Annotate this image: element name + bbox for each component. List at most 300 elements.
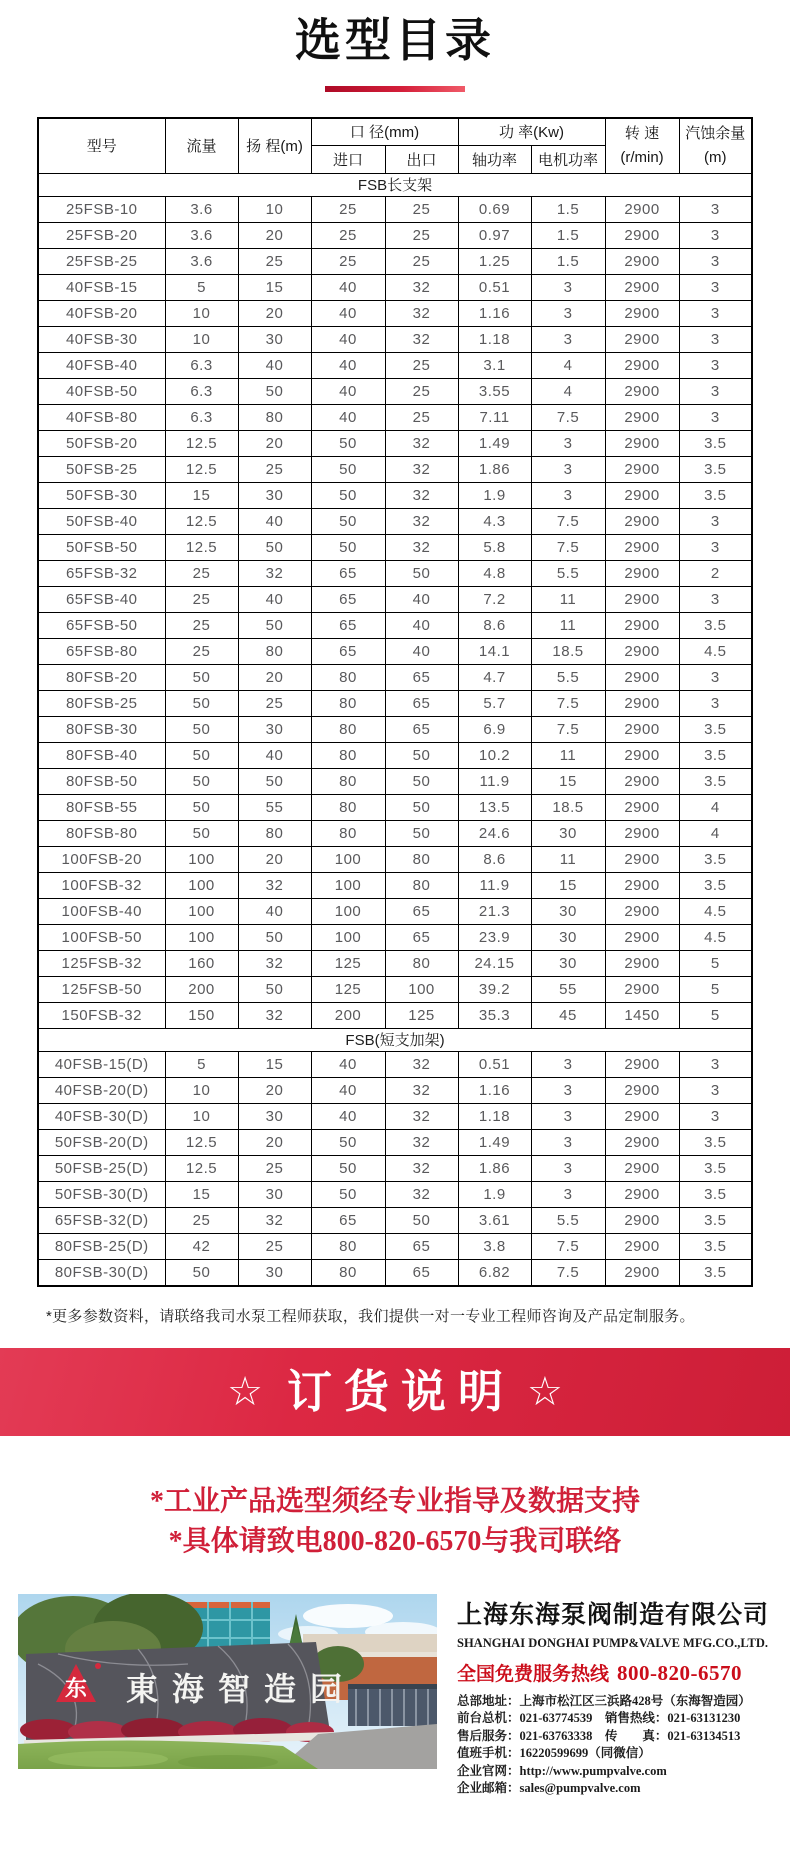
hotline-number: 800-820-6570 <box>617 1660 743 1685</box>
value-cell: 50 <box>311 482 385 508</box>
table-row <box>38 794 752 820</box>
value-cell: 80 <box>385 846 458 872</box>
value-cell: 20 <box>238 300 311 326</box>
value-cell: 2900 <box>605 1051 679 1077</box>
value-cell: 65 <box>311 612 385 638</box>
value-cell: 11 <box>531 742 605 768</box>
model-cell: 50FSB-20(D) <box>38 1129 165 1155</box>
value-cell: 6.82 <box>458 1259 531 1286</box>
header-shaft-power: 轴功率 <box>458 145 531 173</box>
value-cell: 20 <box>238 222 311 248</box>
value-cell: 2900 <box>605 248 679 274</box>
table-row <box>38 898 752 924</box>
value-cell: 2900 <box>605 1181 679 1207</box>
table-row <box>38 482 752 508</box>
value-cell: 30 <box>238 326 311 352</box>
hotline-label: 全国免费服务热线 <box>457 1663 610 1685</box>
value-cell: 100 <box>165 898 238 924</box>
table-row <box>38 248 752 274</box>
value-cell: 11 <box>531 586 605 612</box>
value-cell: 3 <box>679 378 752 404</box>
value-cell: 2900 <box>605 1233 679 1259</box>
value-cell: 50 <box>165 742 238 768</box>
model-cell: 80FSB-25 <box>38 690 165 716</box>
model-cell: 100FSB-50 <box>38 924 165 950</box>
value-cell: 20 <box>238 846 311 872</box>
value-cell: 80 <box>311 664 385 690</box>
table-row <box>38 664 752 690</box>
value-cell: 160 <box>165 950 238 976</box>
value-cell: 7.5 <box>531 1233 605 1259</box>
value-cell: 20 <box>238 664 311 690</box>
value-cell: 50 <box>385 742 458 768</box>
table-row <box>38 976 752 1002</box>
model-cell: 40FSB-50 <box>38 378 165 404</box>
table-row <box>38 1077 752 1103</box>
value-cell: 50 <box>311 1181 385 1207</box>
value-cell: 39.2 <box>458 976 531 1002</box>
title-underline <box>325 86 465 92</box>
value-cell: 25 <box>385 352 458 378</box>
value-cell: 3 <box>531 456 605 482</box>
value-cell: 25 <box>238 248 311 274</box>
value-cell: 3.6 <box>165 248 238 274</box>
table-row <box>38 1155 752 1181</box>
value-cell: 2900 <box>605 638 679 664</box>
model-cell: 80FSB-30(D) <box>38 1259 165 1286</box>
value-cell: 5 <box>679 976 752 1002</box>
value-cell: 40 <box>311 378 385 404</box>
value-cell: 50 <box>385 1207 458 1233</box>
value-cell: 10 <box>165 1103 238 1129</box>
value-cell: 3.5 <box>679 482 752 508</box>
table-row <box>38 846 752 872</box>
value-cell: 50 <box>165 768 238 794</box>
value-cell: 6.3 <box>165 404 238 430</box>
value-cell: 50 <box>238 924 311 950</box>
value-cell: 3.6 <box>165 222 238 248</box>
company-info <box>457 1594 774 1798</box>
value-cell: 80 <box>311 690 385 716</box>
value-cell: 2900 <box>605 846 679 872</box>
value-cell: 24.6 <box>458 820 531 846</box>
value-cell: 100 <box>311 898 385 924</box>
value-cell: 4 <box>679 820 752 846</box>
value-cell: 1.18 <box>458 1103 531 1129</box>
value-cell: 2900 <box>605 352 679 378</box>
value-cell: 3 <box>679 352 752 378</box>
value-cell: 2900 <box>605 1103 679 1129</box>
value-cell: 3.1 <box>458 352 531 378</box>
header-power-group: 功 率(Kw) <box>458 118 605 146</box>
value-cell: 65 <box>385 1233 458 1259</box>
table-row <box>38 378 752 404</box>
value-cell: 65 <box>385 690 458 716</box>
model-cell: 65FSB-50 <box>38 612 165 638</box>
value-cell: 20 <box>238 430 311 456</box>
table-row <box>38 1259 752 1286</box>
value-cell: 1.16 <box>458 1077 531 1103</box>
model-cell: 100FSB-40 <box>38 898 165 924</box>
hotline <box>457 1659 774 1686</box>
value-cell: 80 <box>385 872 458 898</box>
value-cell: 35.3 <box>458 1002 531 1028</box>
value-cell: 2900 <box>605 872 679 898</box>
value-cell: 3 <box>679 196 752 222</box>
table-row <box>38 950 752 976</box>
value-cell: 50 <box>165 690 238 716</box>
value-cell: 2900 <box>605 690 679 716</box>
value-cell: 55 <box>238 794 311 820</box>
value-cell: 10.2 <box>458 742 531 768</box>
table-row <box>38 196 752 222</box>
model-cell: 125FSB-50 <box>38 976 165 1002</box>
value-cell: 7.5 <box>531 716 605 742</box>
model-cell: 50FSB-20 <box>38 430 165 456</box>
model-cell: 50FSB-25(D) <box>38 1155 165 1181</box>
value-cell: 3.5 <box>679 716 752 742</box>
value-cell: 10 <box>165 326 238 352</box>
value-cell: 2900 <box>605 1155 679 1181</box>
value-cell: 12.5 <box>165 456 238 482</box>
header-speed-label: 转 速 <box>624 125 660 143</box>
value-cell: 32 <box>385 1103 458 1129</box>
value-cell: 50 <box>385 560 458 586</box>
value-cell: 40 <box>311 1051 385 1077</box>
value-cell: 3 <box>679 586 752 612</box>
value-cell: 7.5 <box>531 508 605 534</box>
value-cell: 200 <box>165 976 238 1002</box>
value-cell: 2900 <box>605 1259 679 1286</box>
value-cell: 25 <box>385 222 458 248</box>
detail-line: 值班手机：16220599699（同微信） <box>457 1746 651 1761</box>
value-cell: 200 <box>311 1002 385 1028</box>
model-cell: 80FSB-40 <box>38 742 165 768</box>
value-cell: 18.5 <box>531 794 605 820</box>
table-row <box>38 1181 752 1207</box>
value-cell: 15 <box>238 1051 311 1077</box>
value-cell: 30 <box>238 482 311 508</box>
value-cell: 40 <box>238 898 311 924</box>
table-row <box>38 1207 752 1233</box>
header-speed <box>605 118 679 174</box>
value-cell: 1.86 <box>458 1155 531 1181</box>
table-row <box>38 586 752 612</box>
value-cell: 32 <box>238 872 311 898</box>
value-cell: 3 <box>679 690 752 716</box>
value-cell: 3 <box>531 274 605 300</box>
value-cell: 1.9 <box>458 482 531 508</box>
value-cell: 3.5 <box>679 1129 752 1155</box>
value-cell: 32 <box>238 1207 311 1233</box>
value-cell: 10 <box>165 300 238 326</box>
value-cell: 2900 <box>605 1207 679 1233</box>
value-cell: 80 <box>311 742 385 768</box>
model-cell: 80FSB-20 <box>38 664 165 690</box>
value-cell: 14.1 <box>458 638 531 664</box>
value-cell: 32 <box>385 508 458 534</box>
value-cell: 1.5 <box>531 248 605 274</box>
value-cell: 125 <box>311 976 385 1002</box>
value-cell: 25 <box>385 196 458 222</box>
value-cell: 2900 <box>605 742 679 768</box>
value-cell: 32 <box>385 1181 458 1207</box>
value-cell: 65 <box>385 664 458 690</box>
value-cell: 4.8 <box>458 560 531 586</box>
value-cell: 5 <box>679 950 752 976</box>
value-cell: 3 <box>679 534 752 560</box>
value-cell: 100 <box>165 846 238 872</box>
value-cell: 40 <box>238 508 311 534</box>
value-cell: 5.8 <box>458 534 531 560</box>
value-cell: 5.5 <box>531 1207 605 1233</box>
value-cell: 0.97 <box>458 222 531 248</box>
value-cell: 3 <box>679 300 752 326</box>
header-npsh-unit: (m) <box>704 149 727 167</box>
value-cell: 3 <box>679 326 752 352</box>
notice-line: *工业产品选型须经专业指导及数据支持 <box>149 1485 640 1517</box>
value-cell: 2900 <box>605 1129 679 1155</box>
model-cell: 50FSB-30 <box>38 482 165 508</box>
model-cell: 40FSB-40 <box>38 352 165 378</box>
value-cell: 25 <box>311 248 385 274</box>
value-cell: 1.49 <box>458 1129 531 1155</box>
value-cell: 2900 <box>605 950 679 976</box>
value-cell: 3 <box>679 1051 752 1077</box>
value-cell: 3 <box>531 300 605 326</box>
table-row <box>38 352 752 378</box>
table-row <box>38 612 752 638</box>
model-cell: 50FSB-40 <box>38 508 165 534</box>
section-label: FSB(短支加架) <box>38 1028 752 1051</box>
value-cell: 7.2 <box>458 586 531 612</box>
footer-details <box>457 1693 774 1798</box>
value-cell: 2900 <box>605 300 679 326</box>
model-cell: 100FSB-32 <box>38 872 165 898</box>
table-row <box>38 1129 752 1155</box>
value-cell: 3 <box>679 248 752 274</box>
value-cell: 40 <box>385 612 458 638</box>
value-cell: 12.5 <box>165 508 238 534</box>
value-cell: 100 <box>311 872 385 898</box>
footer <box>18 1594 774 1798</box>
value-cell: 7.11 <box>458 404 531 430</box>
value-cell: 3.5 <box>679 1233 752 1259</box>
notice-section <box>0 1482 790 1562</box>
value-cell: 3.5 <box>679 872 752 898</box>
value-cell: 12.5 <box>165 1129 238 1155</box>
value-cell: 3.5 <box>679 1207 752 1233</box>
header-motor-power: 电机功率 <box>531 145 605 173</box>
table-row <box>38 1103 752 1129</box>
model-cell: 50FSB-30(D) <box>38 1181 165 1207</box>
model-cell: 80FSB-50 <box>38 768 165 794</box>
value-cell: 40 <box>311 326 385 352</box>
value-cell: 3 <box>531 1155 605 1181</box>
value-cell: 1.86 <box>458 456 531 482</box>
value-cell: 15 <box>238 274 311 300</box>
value-cell: 4.3 <box>458 508 531 534</box>
value-cell: 100 <box>385 976 458 1002</box>
model-cell: 150FSB-32 <box>38 1002 165 1028</box>
value-cell: 4 <box>531 352 605 378</box>
table-row <box>38 1002 752 1028</box>
value-cell: 50 <box>238 976 311 1002</box>
value-cell: 45 <box>531 1002 605 1028</box>
value-cell: 100 <box>311 846 385 872</box>
value-cell: 3.5 <box>679 768 752 794</box>
header-speed-unit: (r/min) <box>620 149 664 167</box>
value-cell: 15 <box>531 872 605 898</box>
model-cell: 125FSB-32 <box>38 950 165 976</box>
value-cell: 1.9 <box>458 1181 531 1207</box>
value-cell: 0.51 <box>458 274 531 300</box>
value-cell: 100 <box>165 872 238 898</box>
model-cell: 65FSB-80 <box>38 638 165 664</box>
table-row <box>38 716 752 742</box>
value-cell: 5 <box>165 274 238 300</box>
value-cell: 40 <box>238 586 311 612</box>
value-cell: 25 <box>238 1155 311 1181</box>
value-cell: 50 <box>165 820 238 846</box>
value-cell: 65 <box>385 1259 458 1286</box>
value-cell: 32 <box>238 950 311 976</box>
value-cell: 50 <box>311 430 385 456</box>
value-cell: 50 <box>165 716 238 742</box>
value-cell: 150 <box>165 1002 238 1028</box>
model-cell: 80FSB-55 <box>38 794 165 820</box>
model-cell: 40FSB-15 <box>38 274 165 300</box>
value-cell: 2900 <box>605 196 679 222</box>
value-cell: 40 <box>238 742 311 768</box>
value-cell: 3 <box>531 1051 605 1077</box>
value-cell: 3 <box>679 404 752 430</box>
value-cell: 12.5 <box>165 534 238 560</box>
value-cell: 2 <box>679 560 752 586</box>
value-cell: 32 <box>385 1155 458 1181</box>
value-cell: 80 <box>238 638 311 664</box>
company-name-cn: 上海东海泵阀制造有限公司 <box>457 1600 770 1629</box>
value-cell: 32 <box>385 482 458 508</box>
value-cell: 40 <box>311 352 385 378</box>
photo-sign-text: 東海智造园 <box>126 1670 357 1707</box>
value-cell: 2900 <box>605 456 679 482</box>
value-cell: 40 <box>311 404 385 430</box>
value-cell: 50 <box>385 820 458 846</box>
value-cell: 10 <box>165 1077 238 1103</box>
value-cell: 32 <box>385 300 458 326</box>
table-row <box>38 560 752 586</box>
value-cell: 2900 <box>605 924 679 950</box>
banner-title: 订货说明 <box>286 1366 515 1418</box>
value-cell: 2900 <box>605 612 679 638</box>
value-cell: 100 <box>311 924 385 950</box>
value-cell: 55 <box>531 976 605 1002</box>
value-cell: 40 <box>238 352 311 378</box>
value-cell: 1.49 <box>458 430 531 456</box>
value-cell: 40 <box>311 1103 385 1129</box>
detail-line: 售后服务：021-63763338 传 真：021-63134513 <box>457 1728 741 1743</box>
value-cell: 32 <box>385 274 458 300</box>
table-row <box>38 222 752 248</box>
value-cell: 25 <box>165 612 238 638</box>
value-cell: 4.5 <box>679 638 752 664</box>
value-cell: 32 <box>385 430 458 456</box>
value-cell: 3 <box>531 1077 605 1103</box>
value-cell: 80 <box>311 716 385 742</box>
value-cell: 50 <box>238 768 311 794</box>
value-cell: 25 <box>385 248 458 274</box>
header-npsh-label: 汽蚀余量 <box>685 125 746 143</box>
value-cell: 30 <box>531 924 605 950</box>
value-cell: 2900 <box>605 898 679 924</box>
spec-table <box>37 117 753 1287</box>
model-cell: 40FSB-15(D) <box>38 1051 165 1077</box>
table-row <box>38 690 752 716</box>
value-cell: 80 <box>311 820 385 846</box>
value-cell: 32 <box>238 560 311 586</box>
table-row <box>38 638 752 664</box>
value-cell: 80 <box>385 950 458 976</box>
value-cell: 2900 <box>605 768 679 794</box>
factory-photo <box>18 1594 437 1769</box>
table-row <box>38 742 752 768</box>
value-cell: 1.5 <box>531 222 605 248</box>
page-title: 选型目录 <box>295 14 495 66</box>
value-cell: 2900 <box>605 1077 679 1103</box>
value-cell: 2900 <box>605 378 679 404</box>
value-cell: 4.5 <box>679 924 752 950</box>
value-cell: 5.5 <box>531 560 605 586</box>
value-cell: 3.5 <box>679 1181 752 1207</box>
model-cell: 50FSB-50 <box>38 534 165 560</box>
value-cell: 8.6 <box>458 612 531 638</box>
value-cell: 3.8 <box>458 1233 531 1259</box>
table-row <box>38 1051 752 1077</box>
value-cell: 42 <box>165 1233 238 1259</box>
value-cell: 3 <box>679 1103 752 1129</box>
value-cell: 1.18 <box>458 326 531 352</box>
table-row <box>38 924 752 950</box>
value-cell: 3 <box>531 1129 605 1155</box>
model-cell: 25FSB-25 <box>38 248 165 274</box>
table-row <box>38 508 752 534</box>
value-cell: 30 <box>531 898 605 924</box>
value-cell: 40 <box>311 1077 385 1103</box>
value-cell: 65 <box>385 716 458 742</box>
value-cell: 23.9 <box>458 924 531 950</box>
model-cell: 80FSB-80 <box>38 820 165 846</box>
value-cell: 20 <box>238 1129 311 1155</box>
value-cell: 3.55 <box>458 378 531 404</box>
value-cell: 25 <box>165 1207 238 1233</box>
table-row <box>38 300 752 326</box>
value-cell: 30 <box>238 1181 311 1207</box>
model-cell: 65FSB-32 <box>38 560 165 586</box>
factory-photo-graphic <box>18 1594 437 1769</box>
value-cell: 25 <box>311 222 385 248</box>
header-inlet: 进口 <box>311 145 385 173</box>
value-cell: 4 <box>531 378 605 404</box>
header-npsh <box>679 118 752 174</box>
note-text: *更多参数资料，请联络我司水泵工程师获取，我们提供一对一专业工程师咨询及产品定制服务。 <box>46 1307 695 1325</box>
value-cell: 80 <box>311 768 385 794</box>
value-cell: 50 <box>385 794 458 820</box>
value-cell: 5.7 <box>458 690 531 716</box>
star-icon: ☆ <box>227 1369 263 1414</box>
value-cell: 125 <box>311 950 385 976</box>
header-head: 扬 程(m) <box>238 118 311 174</box>
